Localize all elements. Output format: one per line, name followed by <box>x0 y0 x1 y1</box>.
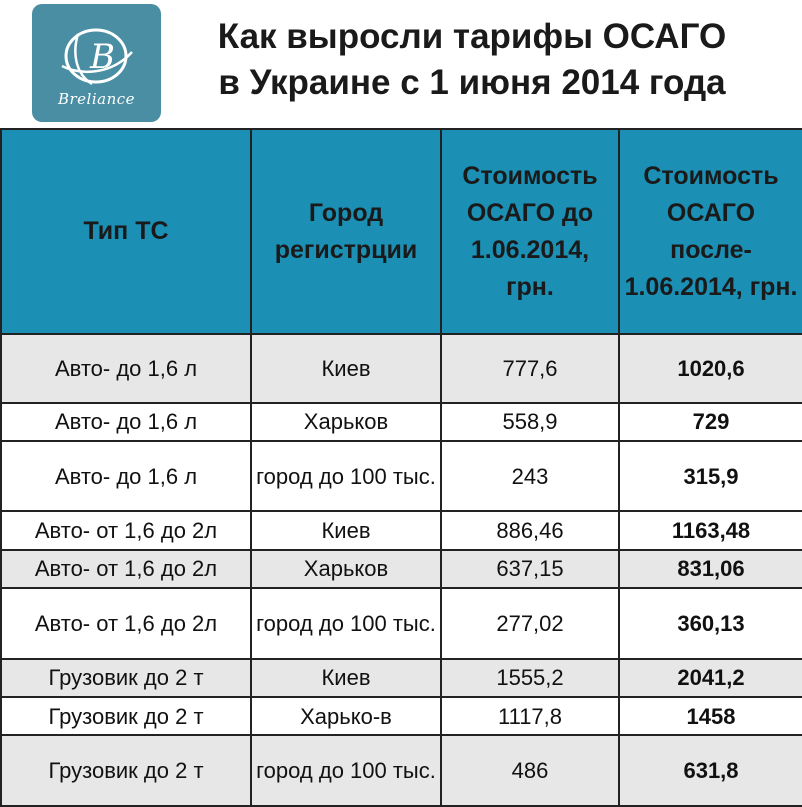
breliance-logo <box>32 4 161 122</box>
cell-cost-before: 1117,8 <box>441 697 619 735</box>
cell-vehicle-type: Грузовик до 2 т <box>1 659 251 697</box>
cell-cost-before: 637,15 <box>441 550 619 588</box>
cell-vehicle-type: Авто- от 1,6 до 2л <box>1 511 251 549</box>
cell-vehicle-type: Авто- от 1,6 до 2л <box>1 550 251 588</box>
cell-vehicle-type: Авто- от 1,6 до 2л <box>1 588 251 659</box>
cell-vehicle-type: Грузовик до 2 т <box>1 735 251 806</box>
cell-cost-after: 1163,48 <box>619 511 802 549</box>
table-row <box>1 511 802 549</box>
table-row <box>1 550 802 588</box>
cell-cost-before: 277,02 <box>441 588 619 659</box>
cell-city: Киев <box>251 511 441 549</box>
cell-cost-after: 2041,2 <box>619 659 802 697</box>
table-row <box>1 659 802 697</box>
column-header-registration-city: Город регистрции <box>251 129 441 334</box>
cell-cost-after: 631,8 <box>619 735 802 806</box>
table-row <box>1 735 802 806</box>
cell-city: город до 100 тыс. <box>251 441 441 512</box>
table-row <box>1 334 802 403</box>
cell-cost-before: 558,9 <box>441 403 619 441</box>
cell-cost-before: 1555,2 <box>441 659 619 697</box>
cell-cost-after: 360,13 <box>619 588 802 659</box>
cell-city: город до 100 тыс. <box>251 735 441 806</box>
page-title <box>172 14 772 106</box>
table-row <box>1 588 802 659</box>
cell-cost-after: 831,06 <box>619 550 802 588</box>
column-header-vehicle-type: Тип ТС <box>1 129 251 334</box>
cell-city: Киев <box>251 659 441 697</box>
svg-text:B: B <box>90 37 115 77</box>
cell-vehicle-type: Авто- до 1,6 л <box>1 441 251 512</box>
cell-city: город до 100 тыс. <box>251 588 441 659</box>
table-header-row <box>1 129 802 334</box>
logo-wordmark: Breliance <box>57 90 136 108</box>
column-header-cost-after: Стоимость ОСАГО после- 1.06.2014, грн. <box>619 129 802 334</box>
column-header-cost-before: Стоимость ОСАГО до 1.06.2014, грн. <box>441 129 619 334</box>
cell-cost-after: 1458 <box>619 697 802 735</box>
osago-tariff-table <box>0 128 802 807</box>
cell-vehicle-type: Авто- до 1,6 л <box>1 403 251 441</box>
cell-city: Харьков <box>251 403 441 441</box>
cell-cost-after: 729 <box>619 403 802 441</box>
table-row <box>1 403 802 441</box>
cell-vehicle-type: Грузовик до 2 т <box>1 697 251 735</box>
cell-vehicle-type: Авто- до 1,6 л <box>1 334 251 403</box>
cell-cost-before: 243 <box>441 441 619 512</box>
page-header <box>0 0 802 128</box>
cell-cost-before: 886,46 <box>441 511 619 549</box>
cell-cost-after: 1020,6 <box>619 334 802 403</box>
cell-city: Харьков <box>251 550 441 588</box>
title-line-2: в Украине с 1 июня 2014 года <box>218 63 726 102</box>
title-line-1: Как выросли тарифы ОСАГО <box>217 17 727 56</box>
cell-cost-before: 486 <box>441 735 619 806</box>
cell-cost-after: 315,9 <box>619 441 802 512</box>
cell-cost-before: 777,6 <box>441 334 619 403</box>
cell-city: Харько-в <box>251 697 441 735</box>
table-row <box>1 441 802 512</box>
cell-city: Киев <box>251 334 441 403</box>
table-row <box>1 697 802 735</box>
